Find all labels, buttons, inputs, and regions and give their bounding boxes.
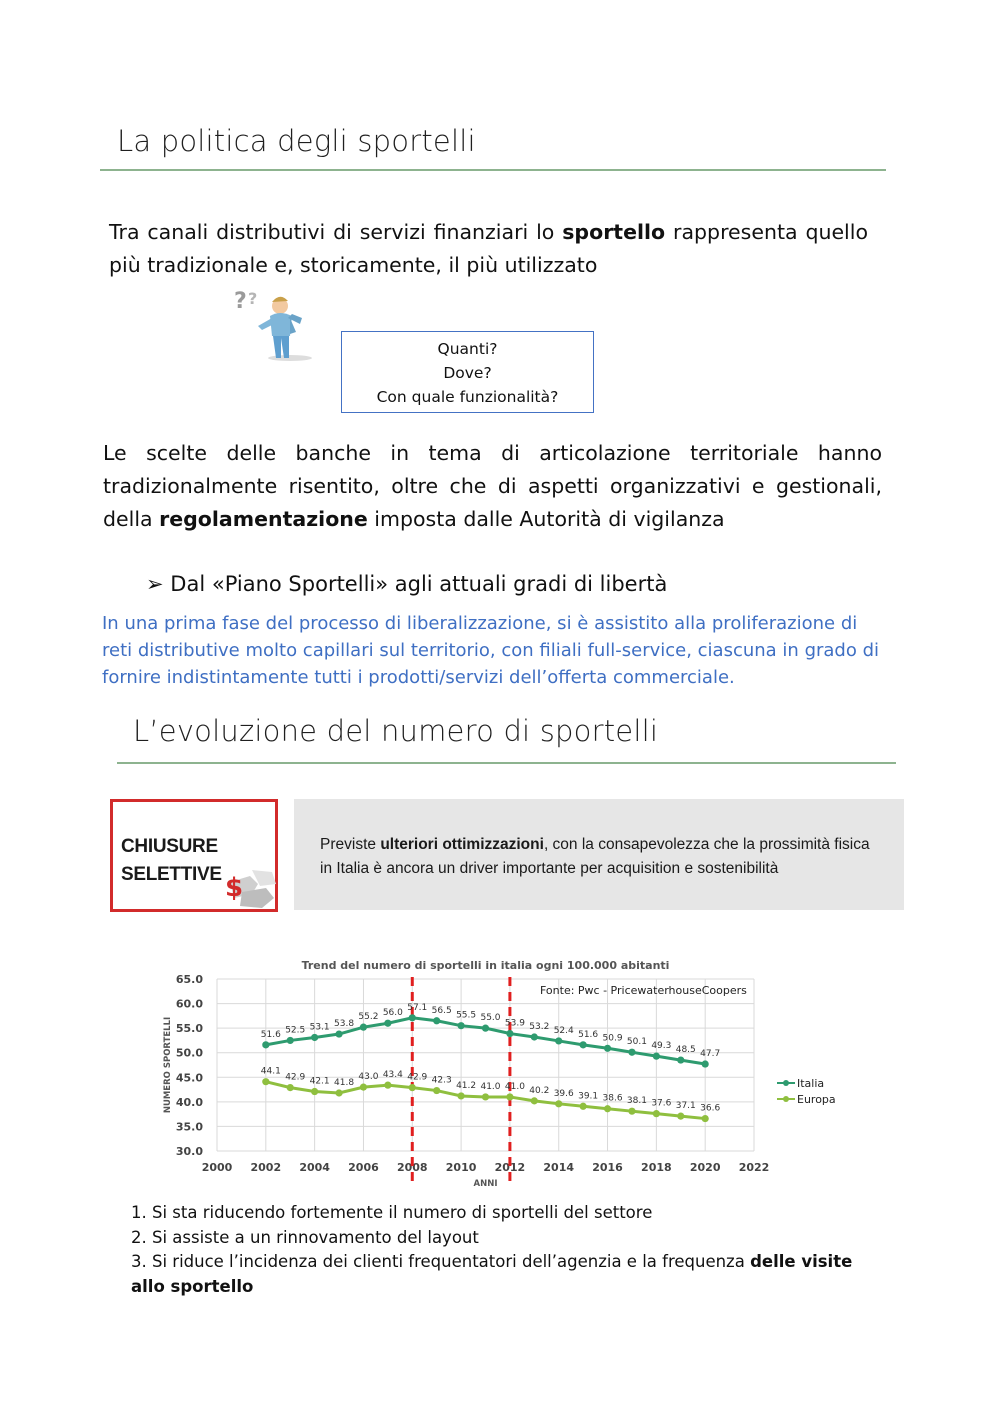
data-point — [677, 1113, 684, 1120]
data-point — [409, 1084, 416, 1091]
list-item-bold-text: delle visite allo sportello — [131, 1252, 853, 1296]
data-label: 42.3 — [431, 1075, 452, 1086]
intro-bold-text: sportello — [562, 220, 666, 244]
x-tick-label: 2008 — [396, 1161, 428, 1174]
data-point — [311, 1034, 318, 1041]
data-label: 41.2 — [456, 1080, 477, 1091]
data-label: 49.3 — [651, 1041, 672, 1052]
sportelli-trend-chart — [150, 950, 870, 1195]
data-point — [531, 1033, 538, 1040]
y-tick-label: 55.0 — [175, 1022, 203, 1036]
x-axis-label: ANNI — [473, 1179, 498, 1189]
x-tick-label: 2020 — [689, 1161, 721, 1174]
section-title: La politica degli sportelli — [117, 124, 476, 158]
choices-text: Le scelte delle banche in tema di articolazione territoriale hanno tradizionalmente risentito, oltre che di aspetti organizzativi e gestionali, della — [103, 441, 882, 531]
data-label: 51.6 — [260, 1029, 281, 1040]
data-label: 50.1 — [626, 1037, 647, 1048]
choices-text-end: imposta dalle Autorità di vigilanza — [367, 507, 725, 531]
bullet-heading-text: Dal «Piano Sportelli» agli attuali gradi di libertà — [170, 572, 668, 596]
section-title-evolution: L’evoluzione del numero di sportelli — [133, 714, 659, 748]
y-tick-label: 60.0 — [175, 997, 203, 1011]
intro-paragraph — [109, 216, 868, 282]
data-point — [433, 1017, 440, 1024]
question-functionality: Con quale funzionalità? — [376, 388, 559, 406]
data-point — [702, 1060, 709, 1067]
data-label: 55.0 — [480, 1013, 501, 1024]
data-point — [335, 1030, 342, 1037]
intro-text: Tra canali distributivi di servizi finanziari lo — [109, 220, 563, 244]
chart-source: Fonte: Pwc - PricewaterhouseCoopers — [540, 984, 747, 997]
banner-text-end: , con la consapevolezza che la prossimità fisica in Italia è ancora un driver importante per acquisition e sostenibilità — [320, 836, 870, 877]
svg-text:?: ? — [248, 289, 258, 308]
data-point — [287, 1084, 294, 1091]
x-tick-label: 2016 — [592, 1161, 623, 1174]
data-label: 56.0 — [382, 1008, 403, 1019]
banner-text-start: Previste — [320, 836, 381, 853]
question-where: Dove? — [443, 364, 492, 382]
intro-text-end: rappresenta quello più tradizionale e, storicamente, il più utilizzato — [109, 220, 868, 277]
data-point — [506, 1093, 513, 1100]
data-point — [604, 1045, 611, 1052]
findings-list — [131, 1201, 891, 1299]
money-puzzle-icon — [222, 862, 282, 914]
data-label: 53.1 — [309, 1022, 330, 1033]
data-label: 40.2 — [529, 1085, 550, 1096]
y-tick-label: 45.0 — [175, 1071, 203, 1085]
data-label: 42.9 — [407, 1072, 428, 1083]
legend-label: Europa — [797, 1093, 836, 1106]
bullet-heading — [146, 572, 667, 596]
data-label: 41.0 — [504, 1081, 525, 1092]
x-tick-label: 2002 — [250, 1161, 282, 1174]
liberalization-paragraph: In una prima fase del processo di liberalizzazione, si è assistito alla proliferazione di reti distributive molto capillari sul territorio, con filiali full-service, ciascuna in grado di fornire indistintamente tutti i prodotti/servizi dell’offerta commerciale. — [102, 613, 880, 688]
banner-bold-text: ulteriori ottimizzazioni — [380, 836, 544, 853]
data-point — [580, 1041, 587, 1048]
y-tick-label: 30.0 — [175, 1145, 203, 1158]
data-point — [384, 1020, 391, 1027]
data-point — [482, 1093, 489, 1100]
data-label: 53.9 — [504, 1018, 525, 1029]
data-label: 48.5 — [675, 1045, 696, 1056]
data-label: 52.5 — [285, 1025, 306, 1036]
data-point — [384, 1082, 391, 1089]
data-label: 44.1 — [260, 1066, 281, 1077]
data-label: 51.6 — [578, 1029, 599, 1040]
data-point — [555, 1037, 562, 1044]
data-point — [653, 1110, 660, 1117]
data-point — [702, 1115, 709, 1122]
data-label: 56.5 — [431, 1005, 452, 1016]
data-point — [287, 1037, 294, 1044]
y-tick-label: 40.0 — [175, 1095, 203, 1109]
chart-svg — [150, 950, 870, 1195]
y-tick-label: 65.0 — [175, 973, 203, 986]
legend-marker — [783, 1096, 789, 1102]
chart-title: Trend del numero di sportelli in italia ogni 100.000 abitanti — [301, 959, 670, 972]
x-tick-label: 2022 — [738, 1161, 770, 1174]
data-point — [360, 1084, 367, 1091]
data-label: 43.0 — [358, 1072, 379, 1083]
thinking-man-icon — [228, 288, 320, 362]
legend-marker — [783, 1080, 789, 1086]
data-label: 47.7 — [700, 1049, 721, 1060]
x-tick-label: 2004 — [299, 1161, 330, 1174]
data-point — [335, 1089, 342, 1096]
choices-bold-text: regolamentazione — [159, 507, 368, 531]
data-point — [531, 1097, 538, 1104]
x-tick-label: 2018 — [641, 1161, 672, 1174]
data-point — [628, 1049, 635, 1056]
data-label: 39.1 — [578, 1091, 599, 1102]
data-point — [262, 1078, 269, 1085]
data-point — [262, 1041, 269, 1048]
data-label: 53.8 — [334, 1019, 355, 1030]
data-point — [555, 1100, 562, 1107]
legend-label: Italia — [797, 1077, 825, 1090]
x-tick-label: 2012 — [494, 1161, 526, 1174]
chiusure-label-line1: CHIUSURE — [121, 836, 218, 857]
data-point — [433, 1087, 440, 1094]
data-label: 37.6 — [651, 1098, 672, 1109]
data-point — [311, 1088, 318, 1095]
data-label: 38.6 — [602, 1093, 623, 1104]
data-point — [628, 1108, 635, 1115]
banner-text — [320, 833, 880, 881]
data-label: 43.4 — [382, 1070, 403, 1081]
data-point — [457, 1092, 464, 1099]
data-point — [653, 1053, 660, 1060]
title-divider — [100, 169, 886, 171]
data-label: 41.0 — [480, 1081, 501, 1092]
choices-paragraph — [103, 437, 882, 536]
data-label: 57.1 — [407, 1002, 428, 1013]
data-label: 37.1 — [675, 1101, 696, 1112]
data-point — [506, 1030, 513, 1037]
chiusure-label-line2: SELETTIVE — [121, 864, 222, 885]
data-label: 36.6 — [700, 1103, 721, 1114]
x-tick-label: 2010 — [445, 1161, 477, 1174]
data-point — [677, 1056, 684, 1063]
data-point — [360, 1024, 367, 1031]
data-label: 41.8 — [334, 1078, 355, 1089]
list-item: 2. Si assiste a un rinnovamento del layout — [131, 1227, 479, 1247]
data-label: 38.1 — [626, 1096, 647, 1107]
y-tick-label: 35.0 — [175, 1120, 203, 1134]
x-tick-label: 2014 — [543, 1161, 575, 1174]
title-divider-evolution — [117, 762, 896, 764]
data-point — [604, 1105, 611, 1112]
data-label: 50.9 — [602, 1033, 623, 1044]
data-label: 55.2 — [358, 1012, 379, 1023]
list-item-text: 3. Si riduce l’incidenza dei clienti frequentatori dell’agenzia e la frequenza — [131, 1252, 751, 1271]
data-label: 55.5 — [456, 1010, 477, 1021]
chiusure-label — [121, 833, 222, 889]
data-point — [457, 1022, 464, 1029]
x-tick-label: 2006 — [348, 1161, 379, 1174]
data-label: 39.6 — [553, 1088, 574, 1099]
data-point — [409, 1014, 416, 1021]
data-label: 52.4 — [553, 1025, 574, 1036]
data-label: 42.1 — [309, 1076, 330, 1087]
svg-text:$: $ — [225, 873, 244, 903]
y-axis-label: NUMERO SPORTELLI — [163, 1016, 173, 1114]
arrow-bullet-icon: ➢ — [146, 572, 164, 596]
svg-text:?: ? — [234, 289, 247, 314]
question-how-many: Quanti? — [437, 340, 498, 358]
x-tick-label: 2000 — [201, 1161, 233, 1174]
list-item: 1. Si sta riducendo fortemente il numero di sportelli del settore — [131, 1203, 653, 1222]
data-label: 53.2 — [529, 1021, 550, 1032]
y-tick-label: 50.0 — [175, 1046, 203, 1060]
questions-box — [341, 331, 594, 413]
list-item — [131, 1250, 891, 1299]
data-label: 42.9 — [285, 1072, 306, 1083]
data-point — [482, 1025, 489, 1032]
data-point — [580, 1103, 587, 1110]
